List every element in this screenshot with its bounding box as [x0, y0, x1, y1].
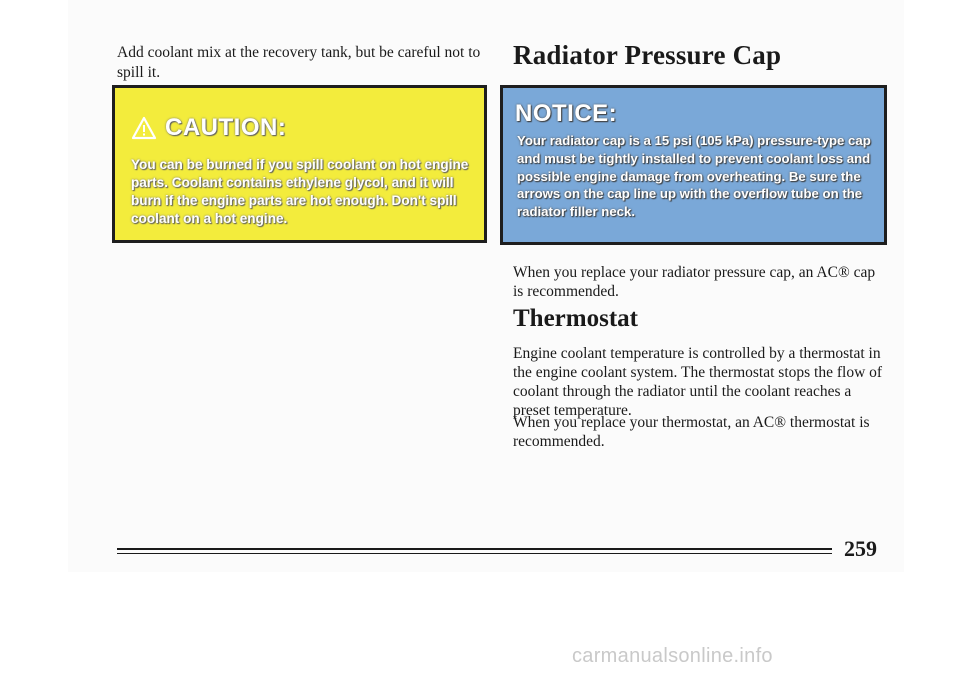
radiator-cap-paragraph: When you replace your radiator pressure cap, an AC® cap is recommended.	[513, 264, 876, 300]
thermostat-heading: Thermostat	[513, 305, 638, 332]
footer-rule	[117, 548, 832, 550]
caution-title: CAUTION:	[165, 114, 287, 141]
caution-text: You can be burned if you spill coolant on hot engine parts. Coolant contains ethylene glycol, and it will burn if the engine parts are hot enough. Don't spill coolant on a hot engine.	[131, 157, 469, 226]
notice-box	[500, 85, 887, 245]
radiator-pressure-cap-heading: Radiator Pressure Cap	[513, 40, 782, 70]
coolant-intro-text: Add coolant mix at the recovery tank, but be careful not to spill it.	[117, 44, 481, 81]
footer-rule-thin	[117, 553, 832, 554]
notice-title: NOTICE:	[515, 100, 618, 127]
warning-triangle-icon	[131, 116, 157, 140]
page-number: 259	[844, 536, 877, 561]
caution-box	[112, 85, 487, 243]
thermostat-paragraph-1: Engine coolant temperature is controlled by a thermostat in the engine coolant system. The thermostat stops the flow of coolant through the radiator until the coolant reaches a preset temperature.	[513, 345, 883, 419]
notice-text: Your radiator cap is a 15 psi (105 kPa) pressure-type cap and must be tightly installed to prevent coolant loss and possible engine damage from overheating. Be sure the arrows on the cap line up with the overflow tube on the radiator filler neck.	[517, 133, 871, 220]
watermark: carmanualsonline.info	[572, 645, 773, 667]
caution-heading	[131, 114, 286, 142]
thermostat-paragraph-2: When you replace your thermostat, an AC® thermostat is recommended.	[513, 414, 870, 450]
